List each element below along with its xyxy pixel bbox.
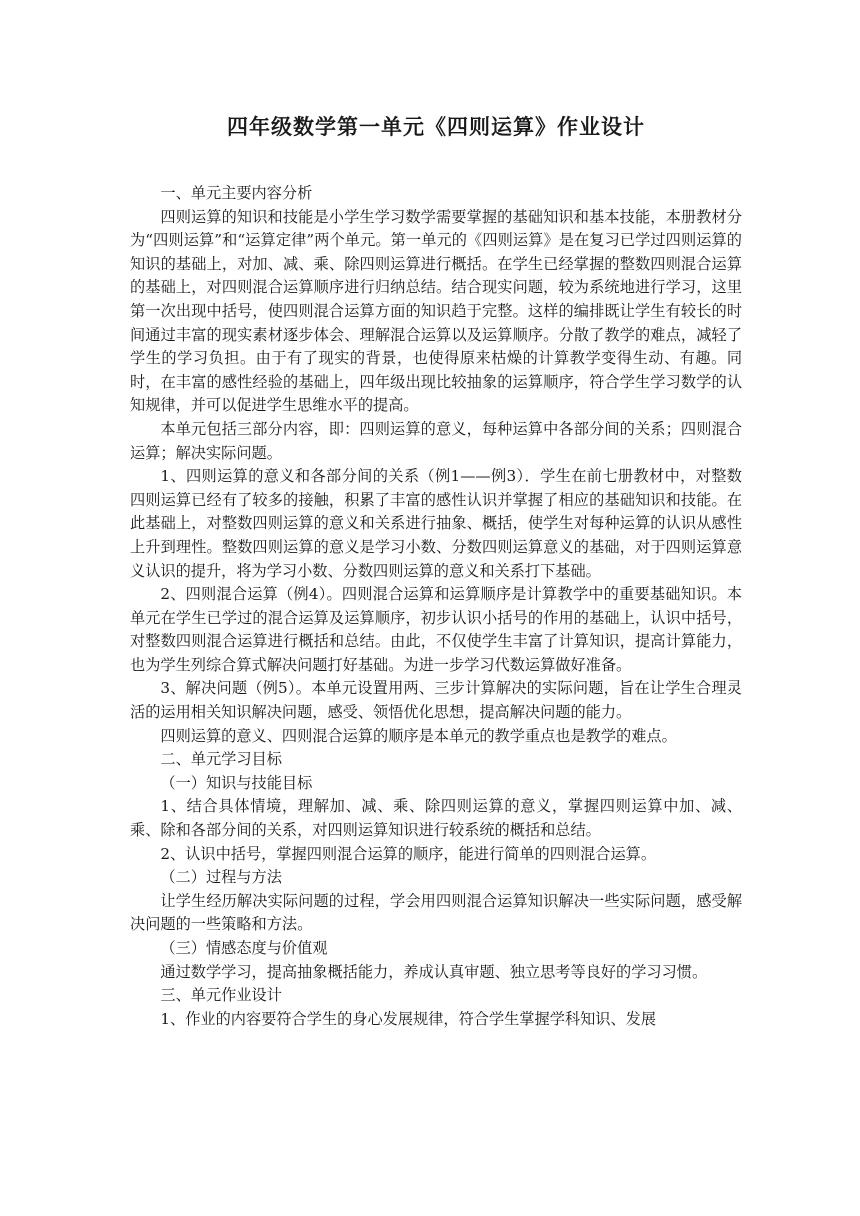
document-page bbox=[130, 112, 742, 1031]
paragraph-part-3: 3、解决问题（例5）。本单元设置用两、三步计算解决的实际问题，旨在让学生合理灵活的运用相关知识解决问题，感受、领悟优化思想，提高解决问题的能力。 bbox=[130, 679, 742, 722]
subheading-process-method: （二）过程与方法 bbox=[160, 868, 282, 887]
section-heading-content-analysis: 一、单元主要内容分析 bbox=[160, 184, 313, 202]
paragraph-part-2: 2、四则混合运算（例4）。四则混合运算和运算顺序是计算教学中的重要基础知识。本单元在学生已学过的混合运算及运算顺序，初步认识小括号的作用的基础上，认识中括号，对整数四则混合运算进行概括和总结。由此，不仅使学生丰富了计算知识，提高计算能力，也为学生列综合算式解决问题打好基础。为进一步学习代数运算做好准备。 bbox=[130, 585, 742, 674]
paragraph-key-points: 四则运算的意义、四则混合运算的顺序是本单元的教学重点也是教学的难点。 bbox=[160, 726, 677, 745]
section-heading-homework-design: 三、单元作业设计 bbox=[160, 986, 282, 1005]
section-heading-learning-goals: 二、单元学习目标 bbox=[160, 750, 282, 769]
subheading-knowledge-skills: （一）知识与技能目标 bbox=[160, 773, 313, 792]
paragraph-overview: 四则运算的知识和技能是小学生学习数学需要掌握的基础知识和基本技能，本册教材分为“四则运算”和“运算定律”两个单元。第一单元的《四则运算》是在复习已学过四则运算的知识的基础上，对加、减、乘、除四则运算进行概括。在学生已经掌握的整数四则混合运算的基础上，对四则混合运算顺序进行归纳总结。结合现实问题，较为系统地进行学习，这里第一次出现中括号，使四则混合运算方面的知识趋于完整。这样的编排既让学生有较长的时间通过丰富的现实素材逐步体会、理解混合运算以及运算顺序。分散了教学的难点，减轻了学生的学习负担。由于有了现实的背景，也使得原来枯燥的计算教学变得生动、有趣。同时，在丰富的感性经验的基础上，四年级出现比较抽象的运算顺序，符合学生学习数学的认知规律，并可以促进学生思维水平的提高。 bbox=[130, 207, 742, 415]
paragraph-unit-parts: 本单元包括三部分内容，即：四则运算的意义，每种运算中各部分间的关系；四则混合运算；解决实际问题。 bbox=[130, 419, 742, 462]
paragraph-process: 让学生经历解决实际问题的过程，学会用四则混合运算知识解决一些实际问题，感受解决问题的一些策略和方法。 bbox=[130, 891, 742, 934]
paragraph-part-1: 1、四则运算的意义和各部分间的关系（例1——例3）．学生在前七册教材中，对整数四则运算已经有了较多的接触，积累了丰富的感性认识并掌握了相应的基础知识和技能。在此基础上，对整数四则运算的意义和关系进行抽象、概括，使学生对每种运算的认识从感性上升到理性。整数四则运算的意义是学习小数、分数四则运算意义的基础，对于四则运算意义认识的提升，将为学习小数、分数四则运算的意义和关系打下基础。 bbox=[130, 467, 742, 580]
paragraph-goal-2: 2、认识中括号，掌握四则混合运算的顺序，能进行简单的四则混合运算。 bbox=[160, 844, 657, 863]
paragraph-homework-1: 1、作业的内容要符合学生的身心发展规律，符合学生掌握学科知识、发展 bbox=[160, 1009, 657, 1028]
paragraph-attitude: 通过数学学习，提高抽象概括能力，养成认真审题、独立思考等良好的学习习惯。 bbox=[160, 962, 708, 981]
document-body bbox=[130, 182, 742, 1031]
paragraph-goal-1: 1、结合具体情境，理解加、减、乘、除四则运算的意义，掌握四则运算中加、减、乘、除和各部分间的关系，对四则运算知识进行较系统的概括和总结。 bbox=[130, 797, 742, 840]
subheading-attitude-values: （三）情感态度与价值观 bbox=[160, 939, 328, 957]
document-title: 四年级数学第一单元《四则运算》作业设计 bbox=[227, 115, 645, 139]
